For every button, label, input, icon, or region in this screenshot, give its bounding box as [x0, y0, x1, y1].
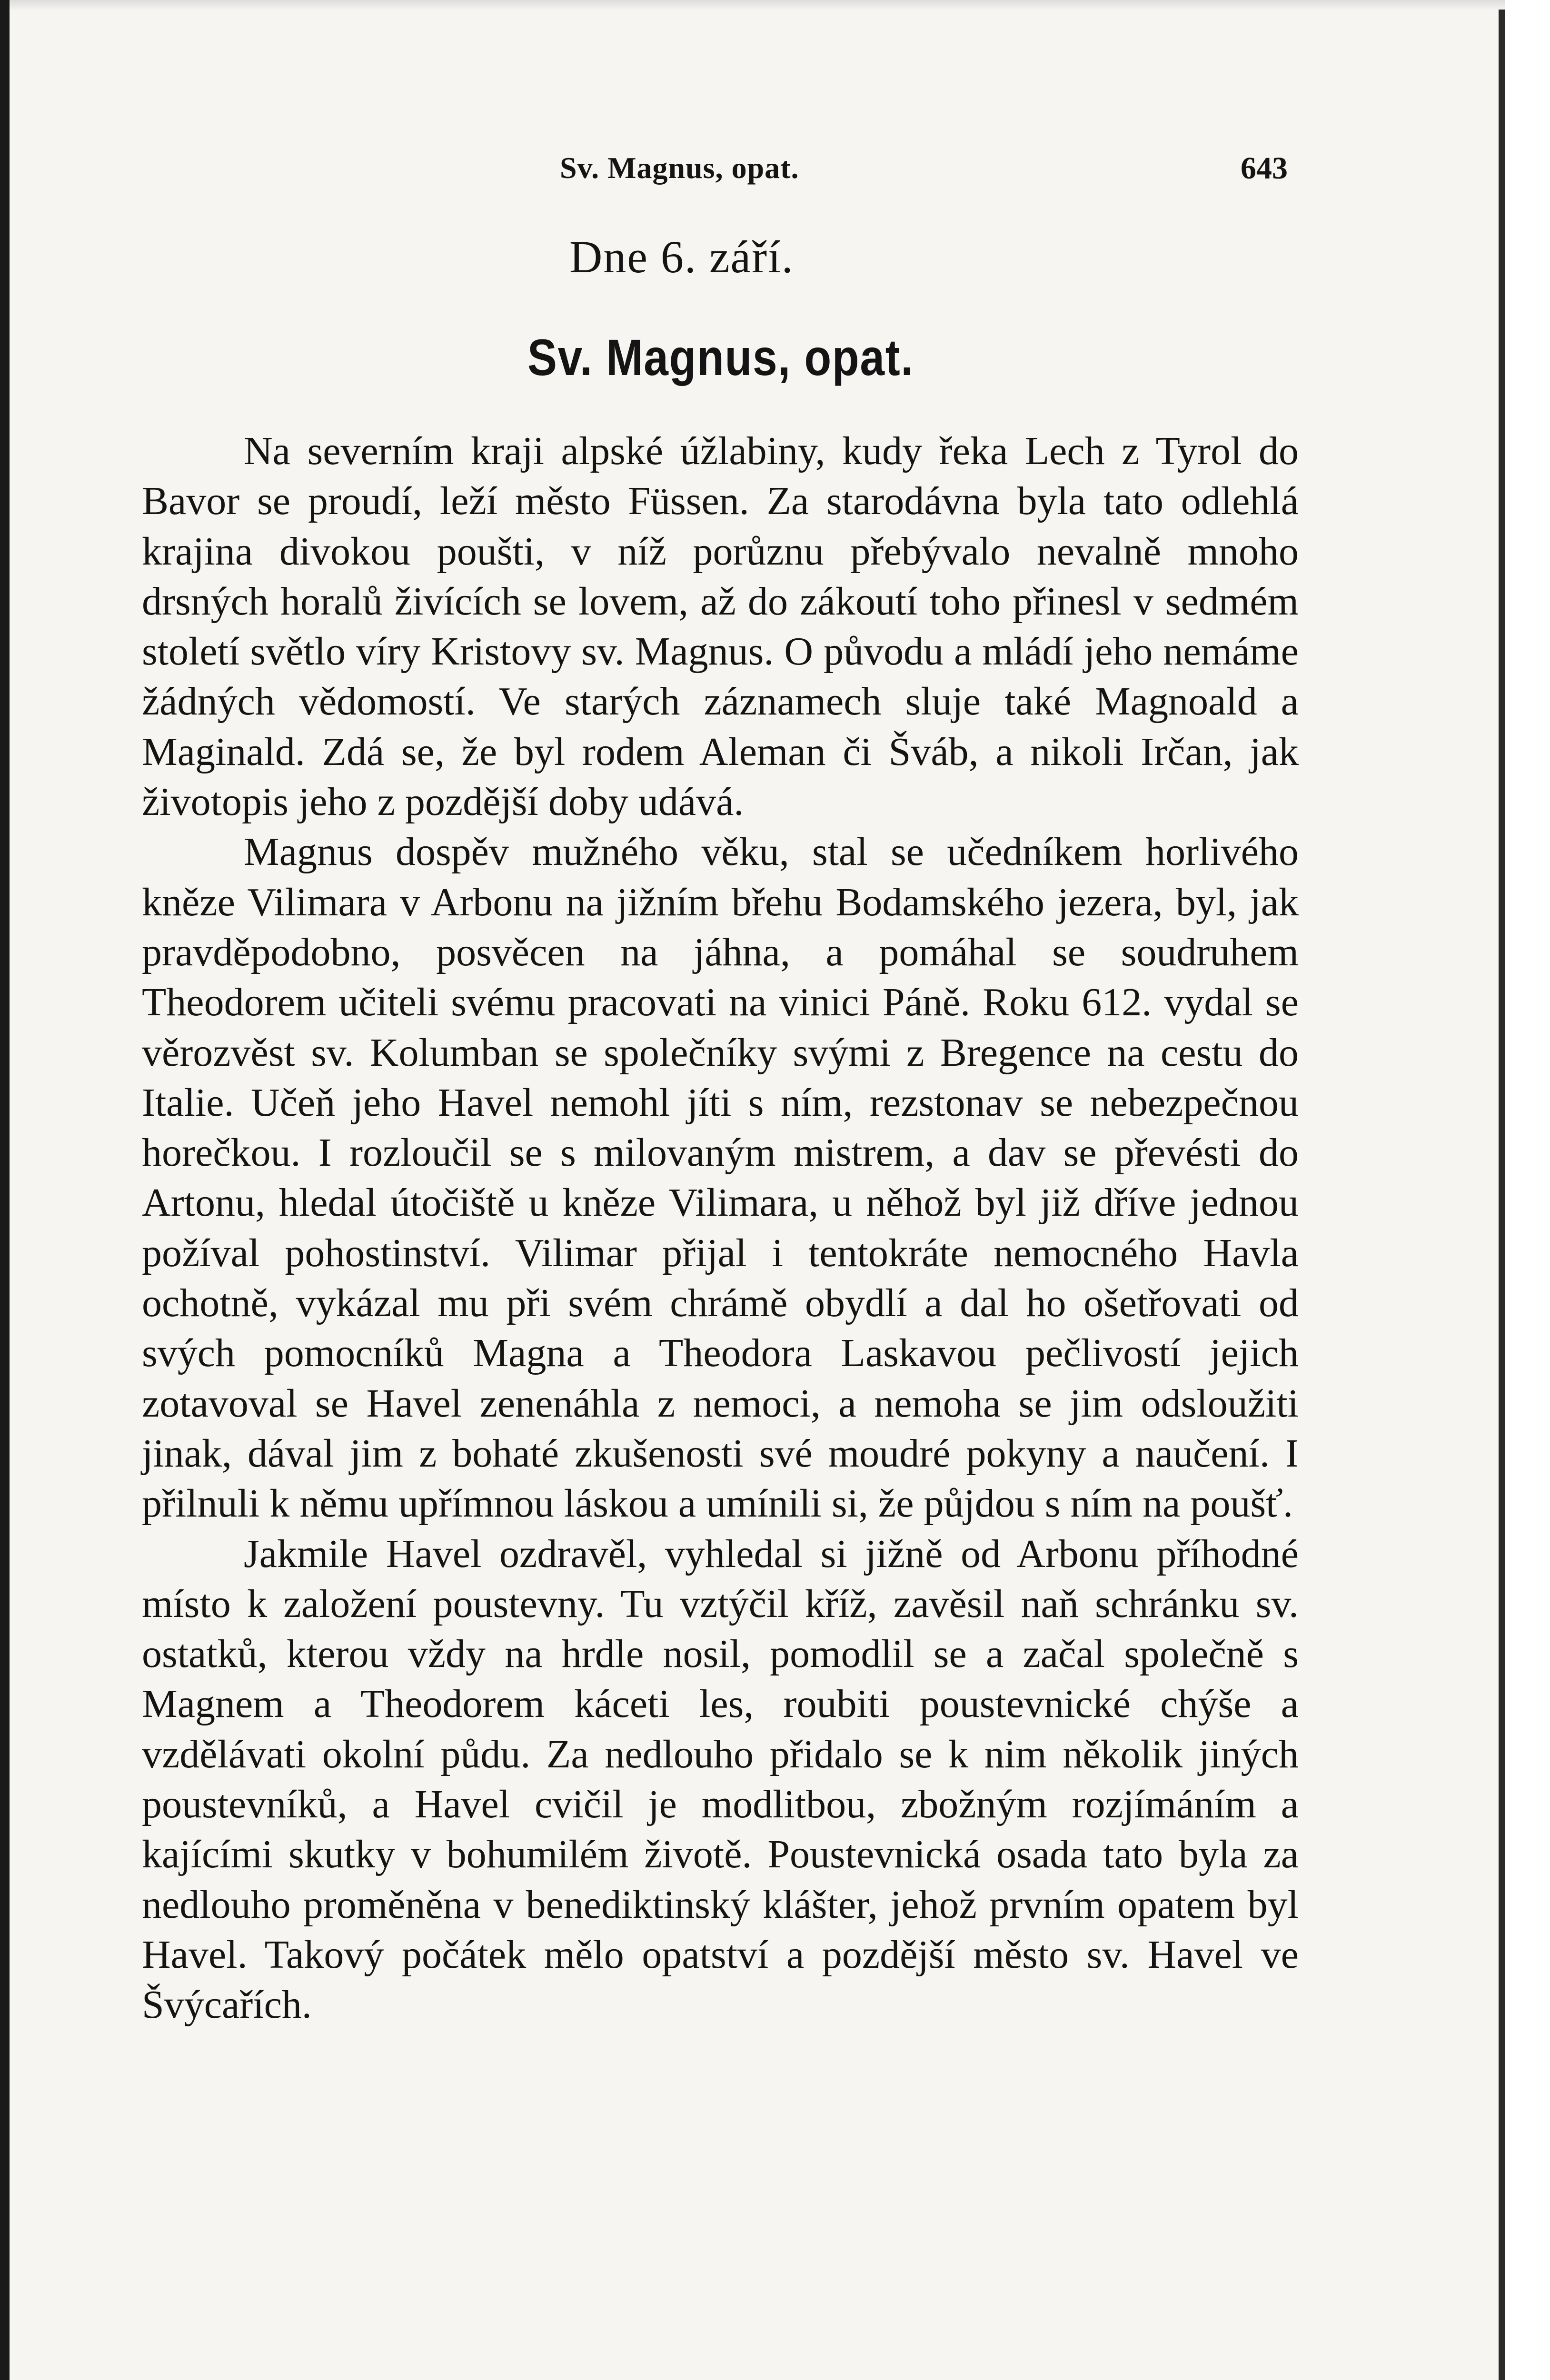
running-head: Sv. Magnus, opat.: [560, 151, 799, 185]
paragraph-2: Magnus dospěv mužného věku, stal se učedníkem horlivého kněze Vilimara v Arbonu na jižním břehu Bodamského jezera, byl, jak pravděpodobno, posvěcen na jáhna, a pomáhal se soudruhem Theodorem učiteli svému pracovati na vinici Páně. Roku 612. vydal se věrozvěst sv. Kolumban se společníky svými z Bregence na cestu do Italie. Učeň jeho Havel nemohl jíti s ním, rezstonav se nebezpečnou horečkou. I rozloučil se s milovaným mistrem, a dav se převésti do Artonu, hledal útočiště u kněze Vilimara, u něhož byl již dříve jednou požíval pohostinství. Vilimar přijal i tentokráte nemocného Havla ochotně, vykázal mu při svém chrámě obydlí a dal ho ošetřovati od svých pomocníků Magna a Theodora Laskavou pečlivostí jejich zotavoval se Havel zenenáhla z nemoci, a nemoha se jim odsloužiti jinak, dával jim z bohaté zkušenosti své moudré pokyny a naučení. I přilnuli k němu upřímnou láskou a umínili si, že půjdou s ním na poušť.: [142, 830, 1299, 1526]
page-number: 643: [1241, 151, 1288, 186]
date-heading: Dne 6. září.: [569, 231, 794, 282]
page-top-edge: [0, 0, 1505, 10]
page-right-edge: [1499, 10, 1505, 2380]
paragraph-3: Jakmile Havel ozdravěl, vyhledal si jižně od Arbonu příhodné místo k založení poustevny. Tu vztýčil kříž, zavěsil naň schránku sv. ostatků, kterou vždy na hrdle nosil, pomodlil se a začal společně s Magnem a Theodorem káceti les, roubiti poustevnické chýše a vzdělávati okolní půdu. Za nedlouho přidalo se k nim několik jiných poustevníků, a Havel cvičil je modlitbou, zbožným rozjímáním a kajícími skutky v bohumilém životě. Poustevnická osada tato byla za nedlouho proměněna v benediktinský klášter, jehož prvním opatem byl Havel. Takový počátek mělo opatství a pozdější město sv. Havel ve Švýcařích.: [142, 1531, 1299, 2027]
paragraph-1: Na severním kraji alpské úžlabiny, kudy řeka Lech z Tyrol do Bavor se proudí, leží město Füssen. Za starodávna byla tato odlehlá krajina divokou poušti, v níž porůznu přebývalo nevalně mnoho drsných horalů živících se lovem, až do zákoutí toho přinesl v sedmém století světlo víry Kristovy sv. Magnus. O původu a mládí jeho nemáme žádných vědomostí. Ve starých záznamech sluje také Magnoald a Maginald. Zdá se, že byl rodem Aleman či Šváb, a nikoli Irčan, jak životopis jeho z pozdější doby udává.: [142, 429, 1299, 824]
page-left-edge: [0, 0, 10, 2380]
chapter-title: Sv. Magnus, opat.: [527, 328, 914, 386]
body-text: [142, 426, 1299, 2030]
page-right-margin: [1505, 0, 1550, 2380]
